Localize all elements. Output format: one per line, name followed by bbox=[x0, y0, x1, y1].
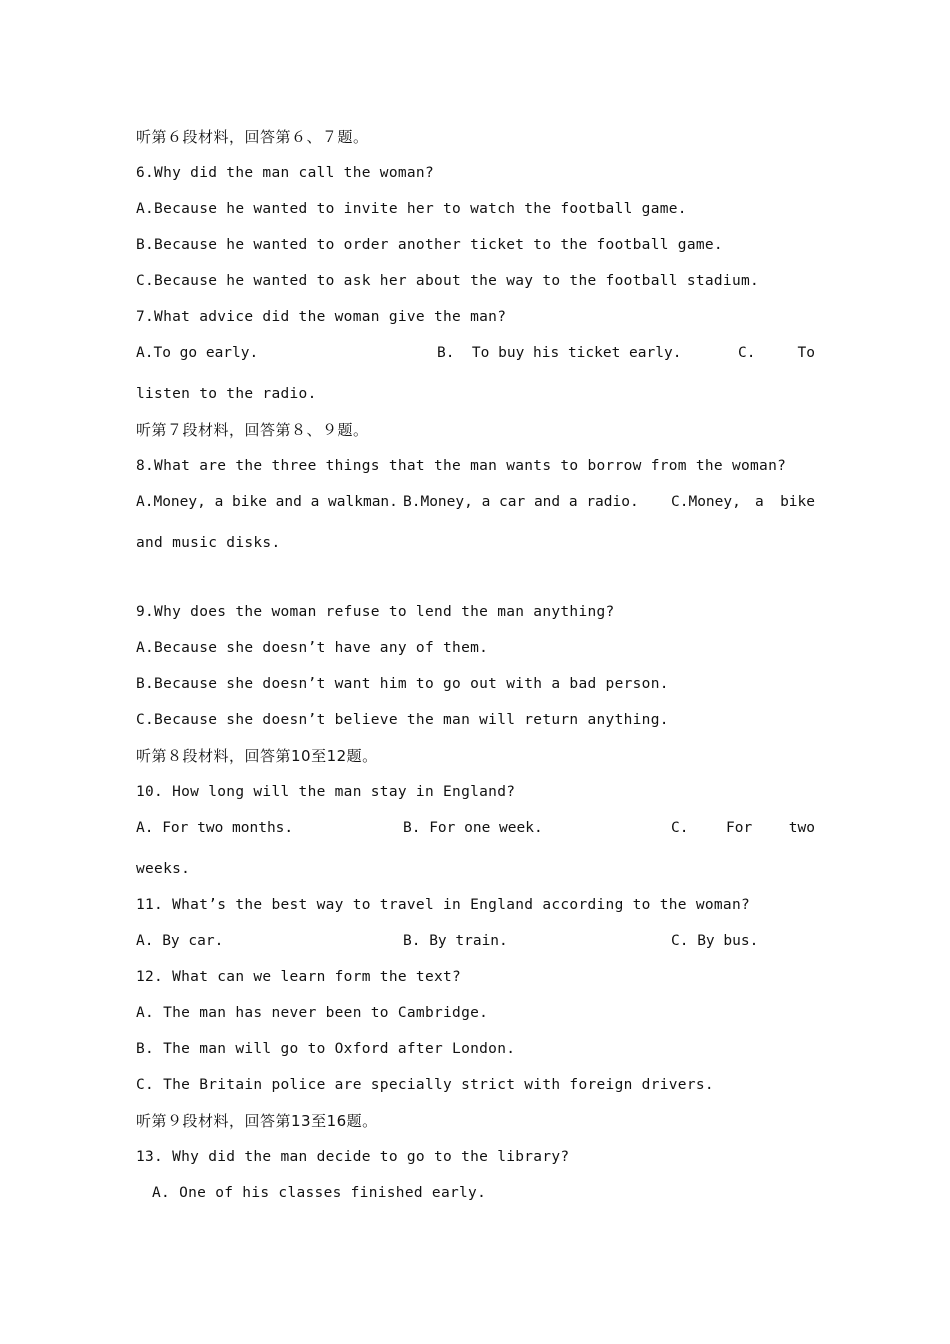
question-12-option-c: C. The Britain police are specially strict with foreign drivers. bbox=[136, 1077, 714, 1093]
question-7-option-c-word: To bbox=[797, 345, 815, 361]
question-6-option-b: B.Because he wanted to order another ticket to the football game. bbox=[136, 237, 723, 253]
question-11-option-c: C. By bus. bbox=[671, 933, 759, 949]
question-11-option-a: A. By car. bbox=[136, 933, 224, 949]
question-6-option-a: A.Because he wanted to invite her to watch the football game. bbox=[136, 201, 687, 217]
question-12-option-a: A. The man has never been to Cambridge. bbox=[136, 1005, 489, 1021]
question-9-stem: 9.Why does the woman refuse to lend the man anything? bbox=[136, 604, 615, 620]
question-8-option-a: A.Money, a bike and a walkman. bbox=[136, 494, 398, 510]
question-10-option-a: A. For two months. bbox=[136, 820, 294, 836]
question-12-stem: 12. What can we learn form the text? bbox=[136, 969, 462, 985]
question-7-option-c-continuation: listen to the radio. bbox=[136, 386, 317, 402]
question-8-option-c-continuation: and music disks. bbox=[136, 535, 281, 551]
section-6-heading: 听第６段材料，回答第６、７题。 bbox=[136, 128, 369, 146]
question-7-option-a: A.To go early. bbox=[136, 345, 259, 361]
question-9-option-b: B.Because she doesn’t want him to go out with a bad person. bbox=[136, 676, 669, 692]
question-13-stem: 13. Why did the man decide to go to the library? bbox=[136, 1149, 570, 1165]
section-8-heading: 听第８段材料，回答第10至12题。 bbox=[136, 747, 378, 765]
question-10-option-c-word1: For bbox=[726, 820, 753, 836]
question-7-option-b: B. To buy his ticket early. bbox=[437, 345, 682, 361]
question-6-option-c: C.Because he wanted to ask her about the way to the football stadium. bbox=[136, 273, 760, 289]
question-7-option-c-label: C. bbox=[738, 345, 756, 361]
question-8-stem: 8.What are the three things that the man wants to borrow from the woman? bbox=[136, 458, 787, 474]
question-13-option-a: A. One of his classes finished early. bbox=[152, 1185, 487, 1201]
question-6-stem: 6.Why did the man call the woman? bbox=[136, 165, 434, 181]
question-8-option-c-part2: a bbox=[755, 494, 764, 510]
question-11-option-b: B. By train. bbox=[403, 933, 508, 949]
section-9-heading: 听第９段材料，回答第13至16题。 bbox=[136, 1112, 378, 1130]
question-10-option-b: B. For one week. bbox=[403, 820, 543, 836]
question-7-stem: 7.What advice did the woman give the man? bbox=[136, 309, 507, 325]
question-10-option-c-label: C. bbox=[671, 820, 689, 836]
question-9-option-a: A.Because she doesn’t have any of them. bbox=[136, 640, 489, 656]
question-8-option-c-part3: bike bbox=[780, 494, 815, 510]
question-11-stem: 11. What’s the best way to travel in England according to the woman? bbox=[136, 897, 751, 913]
question-8-option-c-part1: C.Money, bbox=[671, 494, 741, 510]
question-12-option-b: B. The man will go to Oxford after London. bbox=[136, 1041, 516, 1057]
question-9-option-c: C.Because she doesn’t believe the man will return anything. bbox=[136, 712, 669, 728]
question-8-option-b: B.Money, a car and a radio. bbox=[403, 494, 639, 510]
question-10-stem: 10. How long will the man stay in England? bbox=[136, 784, 516, 800]
question-10-option-c-word2: two bbox=[788, 820, 815, 836]
section-7-heading: 听第７段材料，回答第８、９题。 bbox=[136, 421, 369, 439]
question-10-option-c-continuation: weeks. bbox=[136, 861, 191, 877]
